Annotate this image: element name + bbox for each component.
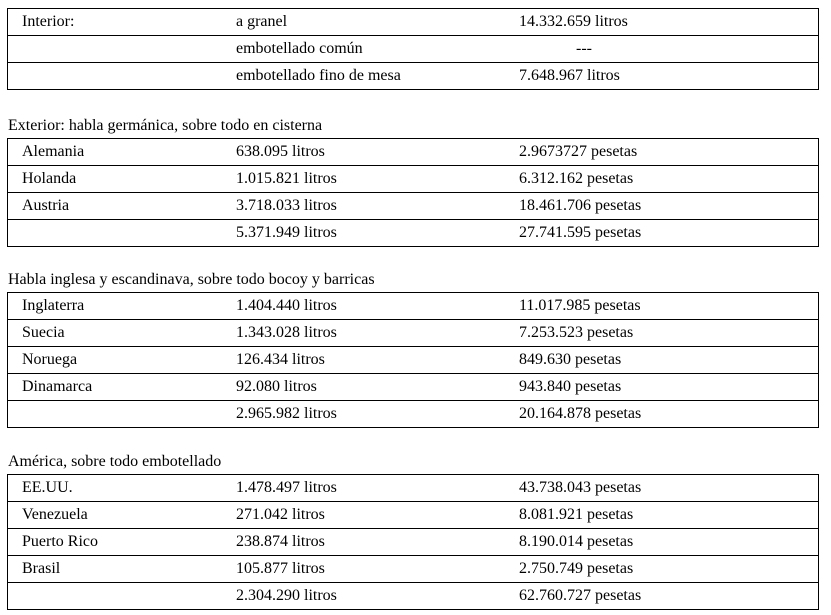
empty-cell (8, 401, 237, 428)
table-row (8, 63, 819, 90)
litros-cell: 105.877 litros (236, 556, 519, 583)
litros-cell: 1.343.028 litros (236, 320, 519, 347)
empty-cell (8, 36, 237, 63)
pesetas-cell: 8.190.014 pesetas (519, 529, 819, 556)
pesetas-cell: 11.017.985 pesetas (519, 293, 819, 320)
table-row (8, 475, 819, 502)
empty-cell (8, 583, 237, 610)
country-cell: Venezuela (8, 502, 237, 529)
total-row (8, 401, 819, 428)
country-cell: Alemania (8, 139, 237, 166)
country-cell: EE.UU. (8, 475, 237, 502)
section-table (7, 138, 819, 247)
interior-type: a granel (236, 9, 519, 36)
litros-cell: 638.095 litros (236, 139, 519, 166)
pesetas-cell: 18.461.706 pesetas (519, 193, 819, 220)
total-row (8, 583, 819, 610)
table-row (8, 347, 819, 374)
interior-label: Interior: (8, 9, 237, 36)
section-table (7, 474, 819, 610)
interior-type: embotellado común (236, 36, 519, 63)
section-heading: América, sobre todo embotellado (8, 453, 222, 470)
pesetas-cell: 43.738.043 pesetas (519, 475, 819, 502)
total-litros-cell: 2.304.290 litros (236, 583, 519, 610)
table-row (8, 293, 819, 320)
empty-cell (8, 63, 237, 90)
table-row (8, 320, 819, 347)
litros-cell: 238.874 litros (236, 529, 519, 556)
section-table (7, 292, 819, 428)
pesetas-cell: 8.081.921 pesetas (519, 502, 819, 529)
table-row (8, 193, 819, 220)
litros-cell: 271.042 litros (236, 502, 519, 529)
table-row (8, 529, 819, 556)
country-cell: Dinamarca (8, 374, 237, 401)
pesetas-cell: 7.253.523 pesetas (519, 320, 819, 347)
pesetas-cell: 2.750.749 pesetas (519, 556, 819, 583)
total-pesetas-cell: 27.741.595 pesetas (519, 220, 819, 247)
litros-cell: 92.080 litros (236, 374, 519, 401)
country-cell: Austria (8, 193, 237, 220)
table-row (8, 556, 819, 583)
pesetas-cell: 849.630 pesetas (519, 347, 819, 374)
interior-table (7, 8, 819, 90)
interior-amount: 7.648.967 litros (519, 63, 819, 90)
empty-cell (8, 220, 237, 247)
litros-cell: 1.015.821 litros (236, 166, 519, 193)
total-row (8, 220, 819, 247)
country-cell: Brasil (8, 556, 237, 583)
table-row (8, 502, 819, 529)
interior-amount: 14.332.659 litros (519, 9, 819, 36)
section-heading: Exterior: habla germánica, sobre todo en cisterna (8, 117, 323, 134)
country-cell: Holanda (8, 166, 237, 193)
total-litros-cell: 2.965.982 litros (236, 401, 519, 428)
table-row (8, 9, 819, 36)
litros-cell: 1.478.497 litros (236, 475, 519, 502)
pesetas-cell: 943.840 pesetas (519, 374, 819, 401)
total-pesetas-cell: 20.164.878 pesetas (519, 401, 819, 428)
total-pesetas-cell: 62.760.727 pesetas (519, 583, 819, 610)
total-litros-cell: 5.371.949 litros (236, 220, 519, 247)
country-cell: Puerto Rico (8, 529, 237, 556)
table-row (8, 139, 819, 166)
pesetas-cell: 6.312.162 pesetas (519, 166, 819, 193)
section-heading: Habla inglesa y escandinava, sobre todo bocoy y barricas (8, 271, 375, 288)
country-cell: Suecia (8, 320, 237, 347)
table-row (8, 36, 819, 63)
country-cell: Noruega (8, 347, 237, 374)
interior-amount: --- (519, 36, 819, 63)
interior-type: embotellado fino de mesa (236, 63, 519, 90)
country-cell: Inglaterra (8, 293, 237, 320)
litros-cell: 1.404.440 litros (236, 293, 519, 320)
litros-cell: 126.434 litros (236, 347, 519, 374)
table-row (8, 166, 819, 193)
litros-cell: 3.718.033 litros (236, 193, 519, 220)
pesetas-cell: 2.9673727 pesetas (519, 139, 819, 166)
table-row (8, 374, 819, 401)
